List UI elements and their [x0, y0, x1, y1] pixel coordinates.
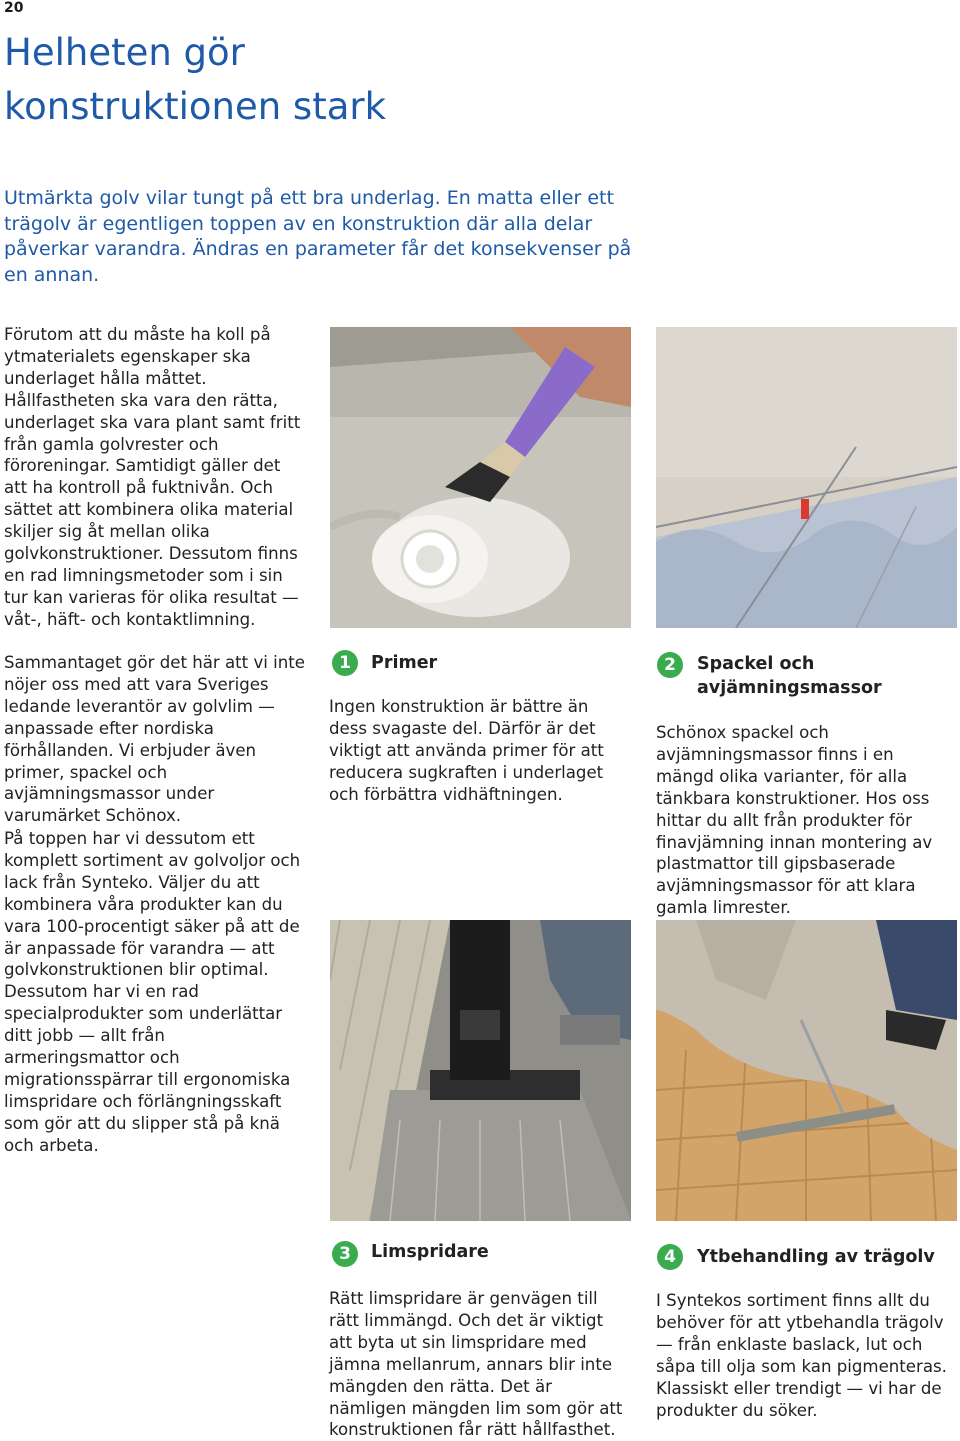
section-4-number-badge: 4 [657, 1244, 683, 1270]
page-title [4, 26, 386, 134]
section-4-text: I Syntekos sortiment finns allt du behöver för att ytbehandla trägolv — från enklaste baslack, lut och såpa till olja som kan pigmenteras. Klassiskt eller trendigt — vi har de produkter du söker. [656, 1291, 947, 1420]
left-paragraph-2: Sammantaget gör det här att vi inte nöjer oss med att vara Sveriges ledande leverantör av golvlim — anpassade efter nordiska förhållanden. Vi erbjuder även primer, spackel och avjämningsmassor under varumärket Schönox. [4, 653, 306, 826]
tile-floor-photo [656, 327, 957, 628]
floor-finishing-photo [656, 920, 957, 1221]
page-title-line-1: Helheten gör [4, 31, 245, 74]
left-paragraph-1: Förutom att du måste ha koll på ytmaterialets egenskaper ska underlaget hålla måttet. Hållfastheten ska vara den rätta, underlaget ska vara plant samt fritt från gamla golvrester och föroreningar. Samtidigt gäller det att ha kontroll på fuktnivån. Och sättet att kombinera olika material skiljer sig åt mellan olika golvkonstruktioner. Dessutom finns en rad limningsmetoder som i sin tur kan varieras för olika resultat — våt-, häft- och kontaktlimning. [4, 325, 301, 629]
intro-paragraph: Utmärkta golv vilar tungt på ett bra underlag. En matta eller ett trägolv är egentligen toppen av en konstruktion där alla delar påverkar varandra. Ändras en parameter får det konsekvenser på en annan. [4, 187, 632, 286]
section-2-number-badge: 2 [657, 652, 683, 678]
section-2-title: Spackel och avjämningsmassor [697, 654, 882, 698]
section-2-text: Schönox spackel och avjämningsmassor finns i en mängd olika varianter, för alla tänkbara konstruktioner. Hos oss hittar du allt från produkter för finavjämning innan montering av plastmattor till gipsbaserade avjämningsmassor för att klara gamla limrester. [656, 723, 933, 918]
section-3-text: Rätt limspridare är genvägen till rätt limmängd. Och det är viktigt att byta ut sin limspridare med jämna mellanrum, annars blir inte mängden den rätta. Det är nämligen mängden lim som gör att konstruktionen får rätt hållfasthet. [329, 1289, 623, 1440]
section-3-number-badge: 3 [332, 1241, 358, 1267]
section-1-number-badge: 1 [332, 650, 358, 676]
section-1-title: Primer [371, 653, 438, 673]
page-number: 20 [4, 0, 24, 16]
glue-spreader-photo [330, 920, 631, 1221]
left-paragraph-3: På toppen har vi dessutom ett komplett sortiment av golvoljor och lack från Synteko. Väljer du att kombinera våra produkter kan du vara 100-procentigt säker på att de är anpassade för varandra — att golvkonstruktionen blir optimal. Dessutom har vi en rad specialprodukter som underlättar ditt jobb — allt från armeringsmattor och migrationsspärrar till ergonomiska limspridare och förlängningsskaft som gör att du slipper stå på knä och arbeta. [4, 829, 301, 1155]
section-3-title: Limspridare [371, 1242, 489, 1262]
section-4-title: Ytbehandling av trägolv [697, 1247, 935, 1267]
section-1-text: Ingen konstruktion är bättre än dess svagaste del. Därför är det viktigt att använda primer för att reducera sugkraften i underlaget och förbättra vidhäftningen. [329, 697, 604, 804]
page-title-line-2: konstruktionen stark [4, 85, 387, 128]
primer-brush-photo [330, 327, 631, 628]
